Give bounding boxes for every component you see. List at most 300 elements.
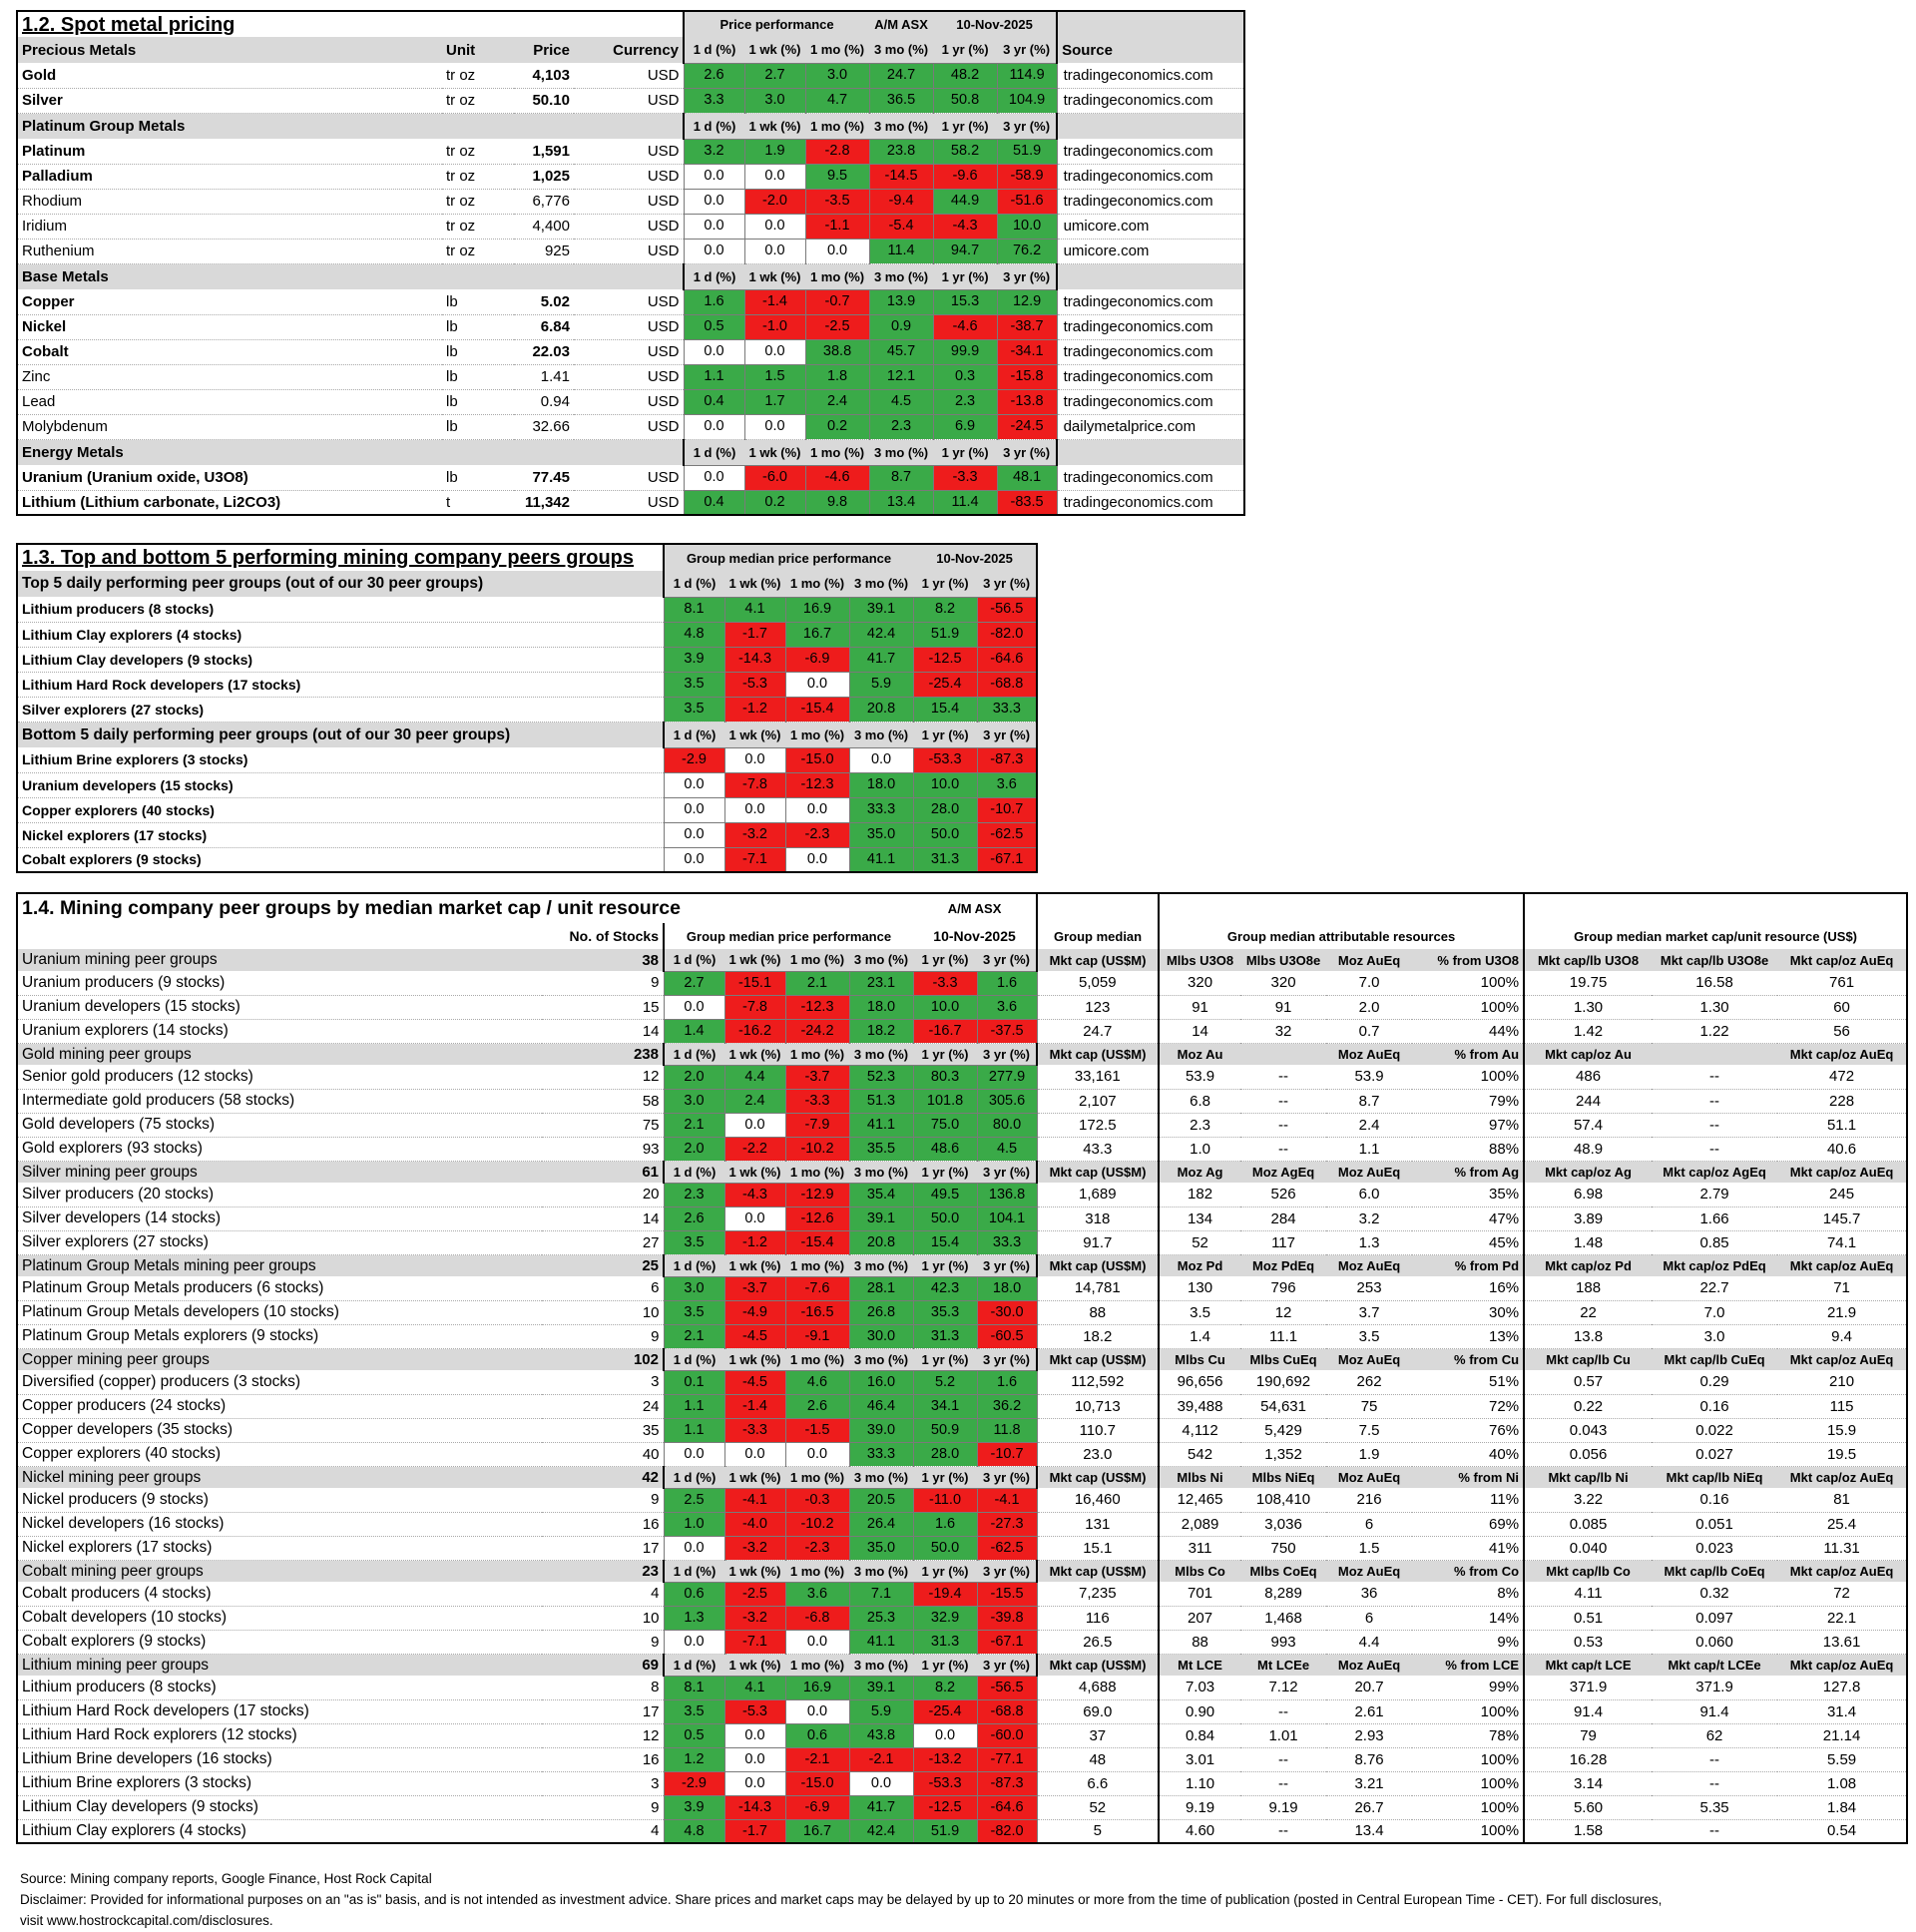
resource-value: 4.4 xyxy=(1326,1630,1412,1654)
perf-cell: -68.8 xyxy=(977,672,1037,697)
perf-cell: 2.6 xyxy=(684,63,744,88)
perf-col-header: 1 mo (%) xyxy=(785,1654,849,1676)
mktcap-unit-value: 72 xyxy=(1777,1582,1907,1606)
perf-col-header: 1 d (%) xyxy=(684,263,744,289)
peer-group-name: Uranium producers (9 stocks) xyxy=(17,971,542,995)
peer-group-row xyxy=(17,647,1037,672)
peer-group-row xyxy=(17,847,1037,872)
group-name: Nickel mining peer groups xyxy=(22,1468,202,1486)
perf-cell: 0.0 xyxy=(664,995,724,1019)
metal-price: 1,025 xyxy=(514,164,574,189)
metal-price: 11,342 xyxy=(514,490,574,515)
resource-col-header: Mt LCE xyxy=(1159,1654,1240,1676)
perf-cell: -64.6 xyxy=(977,1795,1037,1819)
perf-col-header: 1 mo (%) xyxy=(785,722,849,747)
metal-unit: tr oz xyxy=(442,88,514,113)
mktcap-header: Mkt cap (US$M) xyxy=(1037,1654,1159,1676)
median-mktcap: 6.6 xyxy=(1037,1771,1159,1795)
perf-cell: -3.5 xyxy=(805,189,869,214)
perf-cell: 4.7 xyxy=(805,88,869,113)
perf-col-header: 3 mo (%) xyxy=(849,722,913,747)
resource-col-header: Moz AuEq xyxy=(1326,1161,1412,1183)
stock-count: 15 xyxy=(542,995,664,1019)
peer-group-name: Copper developers (35 stocks) xyxy=(17,1418,542,1442)
resource-value: 2.61 xyxy=(1326,1699,1412,1723)
perf-col-header: 1 d (%) xyxy=(664,949,724,971)
perf-cell: 1.1 xyxy=(664,1418,724,1442)
perf-cell: -2.3 xyxy=(785,1536,849,1560)
perf-col-header: 1 d (%) xyxy=(664,1161,724,1183)
perf-cell: -10.7 xyxy=(977,1442,1037,1466)
resource-value: 100% xyxy=(1412,1699,1524,1723)
perf-col-header: 1 yr (%) xyxy=(913,1654,977,1676)
resource-value: 7.12 xyxy=(1240,1676,1326,1699)
resource-value: 41% xyxy=(1412,1536,1524,1560)
metal-price: 0.94 xyxy=(514,389,574,414)
mktcap-unit-value: 3.89 xyxy=(1524,1207,1652,1230)
currency-header: Currency xyxy=(613,41,680,59)
perf-cell: 1.6 xyxy=(684,289,744,314)
perf-col-header: 3 mo (%) xyxy=(849,571,913,597)
perf-col-header: 1 mo (%) xyxy=(785,1466,849,1488)
metal-price: 6.84 xyxy=(514,314,574,339)
perf-cell: 16.7 xyxy=(785,1819,849,1843)
peer-group-row xyxy=(17,1699,1907,1723)
group-header-row xyxy=(17,37,1244,63)
perf-cell: 2.7 xyxy=(744,63,805,88)
perf-cell: -27.3 xyxy=(977,1512,1037,1536)
group-count: 69 xyxy=(642,1656,659,1674)
resource-value: 1.9 xyxy=(1326,1442,1412,1466)
metal-row xyxy=(17,314,1244,339)
stock-count: 20 xyxy=(542,1183,664,1207)
mktcap-unit-value: -- xyxy=(1652,1065,1777,1089)
mktcap-unit-col-header: Mkt cap/oz AuEq xyxy=(1777,1560,1907,1582)
perf-cell: -56.5 xyxy=(977,1676,1037,1699)
mktcap-unit-col-header: Mkt cap/oz Au xyxy=(1524,1043,1652,1065)
perf-cell: -3.7 xyxy=(785,1065,849,1089)
perf-cell: 42.4 xyxy=(849,1819,913,1843)
perf-cell: 0.0 xyxy=(724,747,785,772)
median-mktcap: 52 xyxy=(1037,1795,1159,1819)
perf-cell: 39.0 xyxy=(849,1418,913,1442)
blank-header xyxy=(1057,439,1244,465)
stocks-header: No. of Stocks xyxy=(569,928,659,944)
median-mktcap: 4,688 xyxy=(1037,1676,1159,1699)
perf-col-header: 1 d (%) xyxy=(684,113,744,139)
perf-cell: 41.1 xyxy=(849,1630,913,1654)
perf-cell: 0.5 xyxy=(664,1723,724,1747)
perf-cell: 31.3 xyxy=(913,847,977,872)
perf-title: Group median price performance xyxy=(664,544,913,571)
perf-cell: 15.4 xyxy=(913,1230,977,1254)
date-label: 10-Nov-2025 xyxy=(913,544,1037,571)
peer-group-name: Nickel developers (16 stocks) xyxy=(17,1512,542,1536)
peer-group-row xyxy=(17,1276,1907,1300)
resource-value: 6.0 xyxy=(1326,1183,1412,1207)
perf-cell: 8.2 xyxy=(913,597,977,622)
section-title: 1.3. Top and bottom 5 performing mining company peers groups xyxy=(22,547,635,569)
perf-cell: 50.9 xyxy=(913,1418,977,1442)
resource-value: 2.4 xyxy=(1326,1113,1412,1137)
metal-source: tradingeconomics.com xyxy=(1057,88,1244,113)
mktcap-unit-value: 188 xyxy=(1524,1276,1652,1300)
spot-metal-pricing-table xyxy=(16,10,1245,516)
perf-cell: 0.0 xyxy=(664,847,724,872)
mktcap-unit-value: 3.22 xyxy=(1524,1488,1652,1512)
peer-group-name: Uranium explorers (14 stocks) xyxy=(17,1019,542,1043)
peer-group-row xyxy=(17,747,1037,772)
metal-row xyxy=(17,389,1244,414)
perf-cell: 1.1 xyxy=(684,364,744,389)
group-header-row xyxy=(17,1254,1907,1276)
perf-cell: -82.0 xyxy=(977,1819,1037,1843)
perf-cell: -6.9 xyxy=(785,1795,849,1819)
perf-col-header: 1 yr (%) xyxy=(933,113,997,139)
perf-cell: 1.2 xyxy=(664,1747,724,1771)
perf-cell: 0.0 xyxy=(724,1113,785,1137)
peer-group-row xyxy=(17,822,1037,847)
resource-col-header: Mt LCEe xyxy=(1240,1654,1326,1676)
perf-cell: -12.9 xyxy=(785,1183,849,1207)
perf-col-header: 3 yr (%) xyxy=(977,571,1037,597)
mktcap-unit-value: 0.027 xyxy=(1652,1442,1777,1466)
mktcap-unit-col-header: Mkt cap/oz AuEq xyxy=(1777,1043,1907,1065)
metal-unit: lb xyxy=(442,289,514,314)
perf-cell: 42.4 xyxy=(849,622,913,647)
perf-cell: -87.3 xyxy=(977,747,1037,772)
perf-cell: -14.3 xyxy=(724,1795,785,1819)
group-header-row xyxy=(17,113,1244,139)
mktcap-unit-col-header: Mkt cap/oz AuEq xyxy=(1777,1161,1907,1183)
perf-col-header: 3 yr (%) xyxy=(977,1560,1037,1582)
resource-value: 20.7 xyxy=(1326,1676,1412,1699)
perf-cell: 8.1 xyxy=(664,597,724,622)
resource-value: 76% xyxy=(1412,1418,1524,1442)
perf-col-header: 1 yr (%) xyxy=(913,1161,977,1183)
resource-value: 32 xyxy=(1240,1019,1326,1043)
perf-cell: 16.9 xyxy=(785,1676,849,1699)
perf-col-header: 1 yr (%) xyxy=(913,1348,977,1370)
perf-cell: 136.8 xyxy=(977,1183,1037,1207)
resource-value: 117 xyxy=(1240,1230,1326,1254)
metal-row xyxy=(17,239,1244,263)
perf-cell: -1.4 xyxy=(744,289,805,314)
median-mktcap: 5,059 xyxy=(1037,971,1159,995)
perf-col-header: 1 mo (%) xyxy=(785,1161,849,1183)
perf-cell: 30.0 xyxy=(849,1324,913,1348)
perf-cell: 3.6 xyxy=(977,772,1037,797)
perf-cell: -7.9 xyxy=(785,1113,849,1137)
resource-value: 45% xyxy=(1412,1230,1524,1254)
metal-row xyxy=(17,364,1244,389)
mktcap-unit-value: 0.056 xyxy=(1524,1442,1652,1466)
perf-cell: 50.0 xyxy=(913,1536,977,1560)
mktcap-unit-value: 145.7 xyxy=(1777,1207,1907,1230)
resource-value: 701 xyxy=(1159,1582,1240,1606)
perf-cell: 20.8 xyxy=(849,697,913,722)
perf-cell: 0.1 xyxy=(664,1370,724,1394)
resource-value: 100% xyxy=(1412,1747,1524,1771)
metal-currency: USD xyxy=(574,389,684,414)
perf-cell: 58.2 xyxy=(933,139,997,164)
perf-cell: 0.0 xyxy=(849,1771,913,1795)
mktcap-unit-value: 472 xyxy=(1777,1065,1907,1089)
metal-source: tradingeconomics.com xyxy=(1057,339,1244,364)
perf-cell: 51.9 xyxy=(913,1819,977,1843)
perf-cell: 0.0 xyxy=(724,1442,785,1466)
perf-cell: 3.2 xyxy=(684,139,744,164)
resource-value: 26.7 xyxy=(1326,1795,1412,1819)
perf-cell: -60.0 xyxy=(977,1723,1037,1747)
resource-value: 47% xyxy=(1412,1207,1524,1230)
perf-cell: 20.5 xyxy=(849,1488,913,1512)
perf-col-header: 3 mo (%) xyxy=(869,439,933,465)
peer-group-row xyxy=(17,995,1907,1019)
group-header-row xyxy=(17,1466,1907,1488)
group-count: 61 xyxy=(642,1163,659,1181)
perf-col-header: 1 yr (%) xyxy=(933,439,997,465)
perf-cell: -12.5 xyxy=(913,1795,977,1819)
mktcap-unit-value: 13.61 xyxy=(1777,1630,1907,1654)
perf-cell: 0.0 xyxy=(724,797,785,822)
mktcap-unit-col-header: Mkt cap/lb CoEq xyxy=(1652,1560,1777,1582)
perf-col-header: 3 mo (%) xyxy=(849,1348,913,1370)
perf-col-header: 1 d (%) xyxy=(664,1043,724,1065)
perf-cell: 0.0 xyxy=(744,164,805,189)
perf-cell: 0.0 xyxy=(664,1536,724,1560)
metal-unit: tr oz xyxy=(442,214,514,239)
perf-cell: 8.7 xyxy=(869,465,933,490)
perf-cell: 1.6 xyxy=(977,971,1037,995)
resource-value: 1,468 xyxy=(1240,1606,1326,1630)
perf-cell: -12.6 xyxy=(785,1207,849,1230)
resource-value: 190,692 xyxy=(1240,1370,1326,1394)
metal-currency: USD xyxy=(574,164,684,189)
perf-cell: -5.3 xyxy=(724,672,785,697)
mktcap-unit-value: -- xyxy=(1652,1771,1777,1795)
peer-group-row xyxy=(17,1065,1907,1089)
perf-cell: 0.0 xyxy=(744,214,805,239)
resource-col-header: % from Cu xyxy=(1412,1348,1524,1370)
median-mktcap: 7,235 xyxy=(1037,1582,1159,1606)
stock-count: 35 xyxy=(542,1418,664,1442)
metal-source: tradingeconomics.com xyxy=(1057,289,1244,314)
perf-col-header: 3 mo (%) xyxy=(869,113,933,139)
perf-cell: -1.4 xyxy=(724,1394,785,1418)
mktcap-unit-value: 62 xyxy=(1652,1723,1777,1747)
group-header-row xyxy=(17,722,1037,747)
perf-cell: 0.0 xyxy=(724,1771,785,1795)
resource-col-header: Moz AuEq xyxy=(1326,1560,1412,1582)
peer-group-row xyxy=(17,971,1907,995)
mktcap-unit-col-header: Mkt cap/lb NiEq xyxy=(1652,1466,1777,1488)
perf-col-header: 1 wk (%) xyxy=(744,37,805,63)
mktcap-unit-value: 0.32 xyxy=(1652,1582,1777,1606)
metal-row xyxy=(17,339,1244,364)
resource-col-header: Moz AuEq xyxy=(1326,1466,1412,1488)
mktcap-unit-value: -- xyxy=(1652,1137,1777,1161)
mktcap-header: Mkt cap (US$M) xyxy=(1037,1348,1159,1370)
mktcap-unit-value: -- xyxy=(1652,1113,1777,1137)
metal-unit: tr oz xyxy=(442,63,514,88)
stock-count: 75 xyxy=(542,1113,664,1137)
resource-value: 6 xyxy=(1326,1512,1412,1536)
perf-cell: 31.3 xyxy=(913,1630,977,1654)
perf-cell: -87.3 xyxy=(977,1771,1037,1795)
perf-cell: -3.3 xyxy=(933,465,997,490)
perf-cell: -15.8 xyxy=(997,364,1057,389)
mktcap-unit-col-header: Mkt cap/oz Pd xyxy=(1524,1254,1652,1276)
metal-source: tradingeconomics.com xyxy=(1057,164,1244,189)
perf-cell: 12.9 xyxy=(997,289,1057,314)
peer-group-name: Silver producers (20 stocks) xyxy=(17,1183,542,1207)
perf-cell: 26.4 xyxy=(849,1512,913,1536)
perf-cell: 114.9 xyxy=(997,63,1057,88)
perf-cell: 3.5 xyxy=(664,1300,724,1324)
perf-cell: -1.7 xyxy=(724,1819,785,1843)
resource-col-header: Moz AuEq xyxy=(1326,1254,1412,1276)
perf-cell: 0.0 xyxy=(785,797,849,822)
metal-row xyxy=(17,414,1244,439)
peer-group-row xyxy=(17,1723,1907,1747)
perf-cell: 1.7 xyxy=(744,389,805,414)
metal-name: Gold xyxy=(17,63,442,88)
mktcap-unit-value: 0.040 xyxy=(1524,1536,1652,1560)
perf-col-header: 3 yr (%) xyxy=(997,439,1057,465)
resource-col-header xyxy=(1240,1043,1326,1065)
perf-cell: 10.0 xyxy=(913,772,977,797)
group-name: Platinum Group Metals xyxy=(22,117,186,135)
resource-value: 14% xyxy=(1412,1606,1524,1630)
perf-cell: 0.2 xyxy=(805,414,869,439)
perf-cell: -12.5 xyxy=(913,647,977,672)
perf-cell: 16.0 xyxy=(849,1370,913,1394)
perf-cell: 35.0 xyxy=(849,822,913,847)
perf-cell: -12.3 xyxy=(785,772,849,797)
resource-col-header: % from Au xyxy=(1412,1043,1524,1065)
perf-col-header: 1 wk (%) xyxy=(744,263,805,289)
perf-cell: -4.1 xyxy=(724,1488,785,1512)
mktcap-unit-value: 13.8 xyxy=(1524,1324,1652,1348)
peer-group-row xyxy=(17,1795,1907,1819)
perf-col-header: 1 wk (%) xyxy=(724,1466,785,1488)
perf-cell: 41.1 xyxy=(849,847,913,872)
group-name: Base Metals xyxy=(22,267,109,285)
peer-group-row xyxy=(17,1582,1907,1606)
perf-cell: -38.7 xyxy=(997,314,1057,339)
perf-cell: -7.8 xyxy=(724,772,785,797)
group-header-row xyxy=(17,1560,1907,1582)
peer-group-row xyxy=(17,772,1037,797)
metal-source: umicore.com xyxy=(1057,214,1244,239)
perf-cell: 1.6 xyxy=(977,1370,1037,1394)
metal-name: Platinum xyxy=(17,139,442,164)
metal-unit: lb xyxy=(442,389,514,414)
perf-cell: -15.4 xyxy=(785,1230,849,1254)
mktcap-unit-value: 81 xyxy=(1777,1488,1907,1512)
group-name: Cobalt mining peer groups xyxy=(22,1562,204,1580)
metal-currency: USD xyxy=(574,465,684,490)
perf-cell: -15.0 xyxy=(785,1771,849,1795)
resource-value: 13.4 xyxy=(1326,1819,1412,1843)
perf-cell: 52.3 xyxy=(849,1065,913,1089)
peer-group-name: Silver explorers (27 stocks) xyxy=(17,697,664,722)
perf-cell: 18.0 xyxy=(849,772,913,797)
resource-value: 72% xyxy=(1412,1394,1524,1418)
median-mktcap: 26.5 xyxy=(1037,1630,1159,1654)
perf-col-header: 1 wk (%) xyxy=(724,571,785,597)
median-mktcap: 116 xyxy=(1037,1606,1159,1630)
group-count: 42 xyxy=(642,1468,659,1486)
peer-group-row xyxy=(17,672,1037,697)
perf-cell: 3.9 xyxy=(664,647,724,672)
metal-price: 925 xyxy=(514,239,574,263)
peer-group-name: Lithium Clay developers (9 stocks) xyxy=(17,647,664,672)
perf-cell: 1.8 xyxy=(805,364,869,389)
perf-cell: -2.2 xyxy=(724,1137,785,1161)
perf-cell: 3.5 xyxy=(664,672,724,697)
mktcap-unit-value: -- xyxy=(1652,1089,1777,1113)
resource-value: 6.8 xyxy=(1159,1089,1240,1113)
stock-count: 16 xyxy=(542,1747,664,1771)
resource-value: 30% xyxy=(1412,1300,1524,1324)
metal-source: tradingeconomics.com xyxy=(1057,490,1244,515)
peer-group-name: Copper explorers (40 stocks) xyxy=(17,797,664,822)
perf-cell: 35.0 xyxy=(849,1536,913,1560)
resource-value: 1,352 xyxy=(1240,1442,1326,1466)
resource-value: -- xyxy=(1240,1699,1326,1723)
perf-col-header: 3 mo (%) xyxy=(849,1161,913,1183)
metal-name: Palladium xyxy=(17,164,442,189)
group-header-row xyxy=(17,439,1244,465)
perf-cell: 26.8 xyxy=(849,1300,913,1324)
resource-col-header: % from Ag xyxy=(1412,1161,1524,1183)
resource-value: 96,656 xyxy=(1159,1370,1240,1394)
perf-cell: -9.1 xyxy=(785,1324,849,1348)
perf-cell: 2.4 xyxy=(724,1089,785,1113)
stock-count: 14 xyxy=(542,1207,664,1230)
perf-col-header: 1 d (%) xyxy=(664,722,724,747)
perf-cell: 48.6 xyxy=(913,1137,977,1161)
perf-cell: -6.9 xyxy=(785,647,849,672)
perf-cell: -3.2 xyxy=(724,822,785,847)
mktcap-unit-value: 0.29 xyxy=(1652,1370,1777,1394)
perf-cell: 43.8 xyxy=(849,1723,913,1747)
perf-col-header: 1 wk (%) xyxy=(724,1348,785,1370)
mktcap-unit-value: 0.085 xyxy=(1524,1512,1652,1536)
resource-value: 7.5 xyxy=(1326,1418,1412,1442)
perf-cell: 1.1 xyxy=(664,1394,724,1418)
perf-cell: 13.9 xyxy=(869,289,933,314)
mktcap-unit-value: 19.75 xyxy=(1524,971,1652,995)
resource-value: 79% xyxy=(1412,1089,1524,1113)
mktcap-header: Mkt cap (US$M) xyxy=(1037,949,1159,971)
peer-group-name: Platinum Group Metals explorers (9 stocks) xyxy=(17,1324,542,1348)
perf-title: Group median price performance xyxy=(664,923,913,949)
perf-cell: 41.1 xyxy=(849,1113,913,1137)
peer-group-row xyxy=(17,1137,1907,1161)
group-name: Lithium mining peer groups xyxy=(22,1656,209,1674)
mktcap-unit-value: 0.097 xyxy=(1652,1606,1777,1630)
perf-cell: 4.8 xyxy=(664,1819,724,1843)
median-mktcap: 5 xyxy=(1037,1819,1159,1843)
median-mktcap: 23.0 xyxy=(1037,1442,1159,1466)
perf-cell: 8.2 xyxy=(913,1676,977,1699)
peer-groups-market-cap-table xyxy=(16,892,1908,1844)
metal-source: tradingeconomics.com xyxy=(1057,139,1244,164)
metal-currency: USD xyxy=(574,490,684,515)
